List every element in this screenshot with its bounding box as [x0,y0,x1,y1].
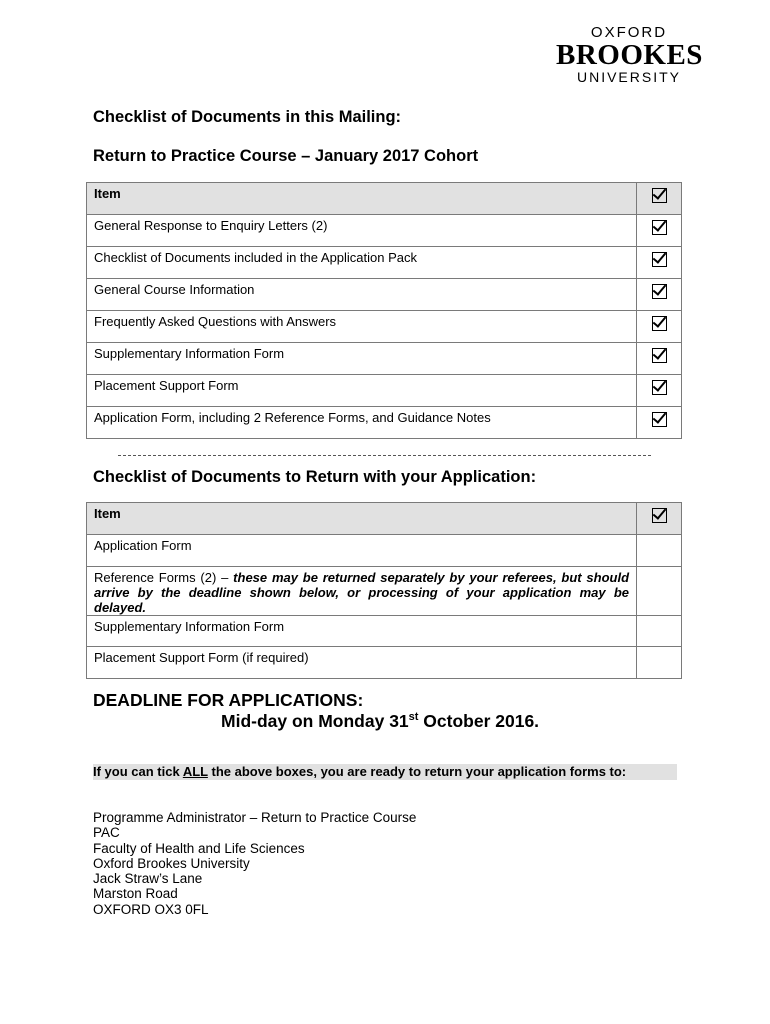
course-title: Return to Practice Course – January 2017 Cohort [93,147,479,165]
postal-address [93,810,416,917]
table-row [87,279,682,311]
item-label: Application Form, including 2 Reference Forms, and Guidance Notes [87,407,637,439]
table-row [87,311,682,343]
return-checklist-title: Checklist of Documents to Return with your Application: [93,468,537,486]
table-row [87,535,682,567]
table-row [87,215,682,247]
table-header-row [87,183,682,215]
note-post: the above boxes, you are ready to return your application forms to: [207,764,627,779]
table-row [87,247,682,279]
checked-box-icon [652,284,667,299]
empty-checkbox-cell[interactable] [637,535,682,567]
table-row [87,616,682,647]
return-instruction [93,764,677,780]
table-row [87,647,682,679]
tick-header [637,183,682,215]
item-label: Checklist of Documents included in the Application Pack [87,247,637,279]
university-logo [556,24,702,85]
mailing-checklist-table [86,182,682,439]
item-header: Item [87,503,637,535]
dashed-divider [118,455,651,456]
empty-checkbox-cell[interactable] [637,616,682,647]
note-all: ALL [182,764,208,779]
item-label: Frequently Asked Questions with Answers [87,311,637,343]
deadline-date [221,711,539,732]
address-line: PAC [93,825,120,841]
address-line: Marston Road [93,886,178,902]
checked-box-icon [652,412,667,427]
deadline-title: DEADLINE FOR APPLICATIONS: [93,690,364,710]
address-line: Jack Straw’s Lane [93,871,203,887]
deadline-date-suffix-sup: st [408,711,419,724]
table-row [87,343,682,375]
table-row [87,407,682,439]
item-label: Placement Support Form [87,375,637,407]
mailing-checklist-title: Checklist of Documents in this Mailing: [93,108,402,126]
deadline-date-suffix: October 2016. [418,711,540,731]
address-line: OXFORD OX3 0FL [93,901,209,917]
return-checklist-table [86,502,682,679]
checked-box-icon [652,188,667,203]
item-label: Placement Support Form (if required) [87,647,637,679]
checked-box-icon [652,348,667,363]
checked-box-icon [652,508,667,523]
logo-brookes: BROOKES [556,39,703,71]
item-label: General Response to Enquiry Letters (2) [87,215,637,247]
checked-box-icon [652,380,667,395]
deadline-date-prefix: Mid-day on Monday 31 [221,711,409,731]
empty-checkbox-cell[interactable] [637,647,682,679]
reference-forms-label: Reference Forms (2) – [94,570,234,585]
reference-forms-note: these may be returned separately by your referees, but should arrive by the deadline shown below, or processing of your application may be delayed. [94,570,630,615]
table-row [87,567,682,616]
item-header: Item [87,183,637,215]
logo-university: UNIVERSITY [576,69,681,85]
item-label [87,567,637,616]
checked-box-icon [652,220,667,235]
note-pre: If you can tick [93,764,183,779]
address-line: Faculty of Health and Life Sciences [93,840,305,856]
empty-checkbox-cell[interactable] [637,567,682,616]
item-label: Supplementary Information Form [87,616,637,647]
checked-box-icon [652,316,667,331]
item-label: General Course Information [87,279,637,311]
logo-oxford: OXFORD [590,24,668,41]
table-header-row [87,503,682,535]
tick-header [637,503,682,535]
item-label: Application Form [87,535,637,567]
table-row [87,375,682,407]
address-line: Programme Administrator – Return to Practice Course [93,810,417,825]
checked-box-icon [652,252,667,267]
item-label: Supplementary Information Form [87,343,637,375]
address-line: Oxford Brookes University [93,855,250,871]
